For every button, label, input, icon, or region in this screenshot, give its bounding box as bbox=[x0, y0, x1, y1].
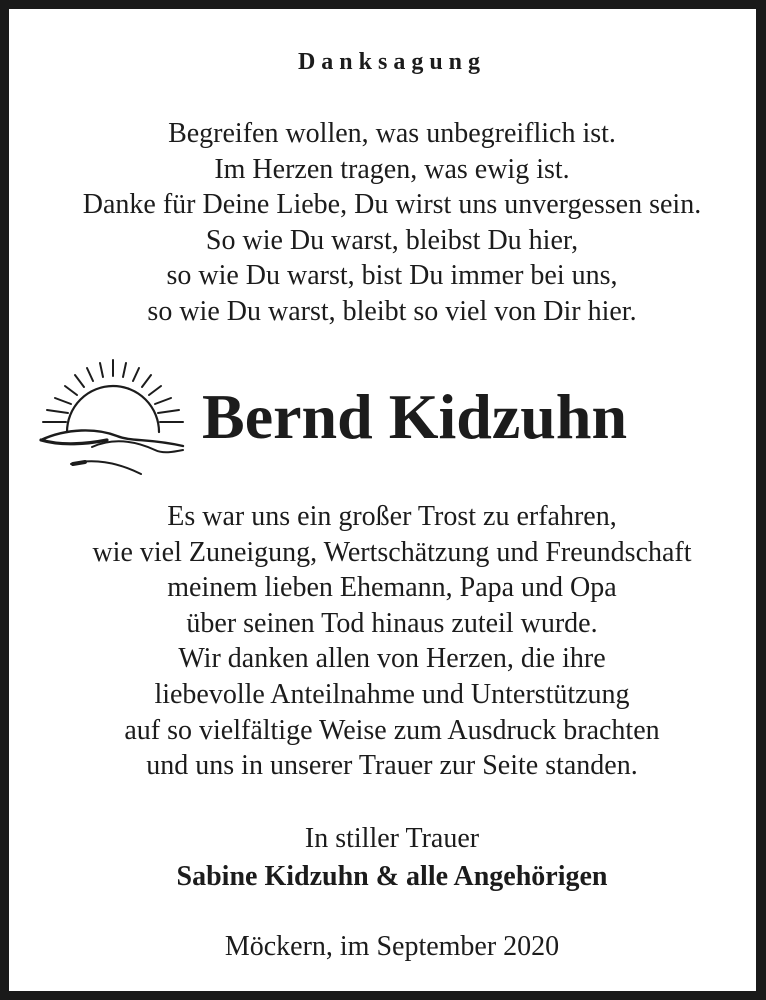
text-line: und uns in unserer Trauer zur Seite standen. bbox=[146, 750, 638, 782]
place-date: Möckern, im September 2020 bbox=[224, 931, 560, 962]
thanks-text bbox=[9, 499, 766, 784]
text-line: wie viel Zuneigung, Wertschätzung und Freundschaft bbox=[92, 536, 692, 568]
text-line: auf so vielfältige Weise zum Ausdruck brachten bbox=[124, 714, 660, 746]
poem-line: so wie Du warst, bist Du immer bei uns, bbox=[166, 260, 618, 291]
poem-line: Im Herzen tragen, was ewig ist. bbox=[214, 153, 570, 185]
poem-line: Danke für Deine Liebe, Du wirst uns unvergessen sein. bbox=[82, 189, 702, 220]
sunset-over-hills-icon bbox=[37, 354, 187, 479]
poem-line: So wie Du warst, bleibst Du hier, bbox=[205, 224, 579, 256]
signatories: Sabine Kidzuhn & alle Angehörigen bbox=[176, 861, 608, 892]
poem bbox=[9, 116, 766, 329]
poem-line: Begreifen wollen, was unbegreiflich ist. bbox=[168, 118, 616, 149]
deceased-name: Bernd Kidzuhn bbox=[202, 381, 628, 452]
text-line: meinem lieben Ehemann, Papa und Opa bbox=[167, 572, 617, 604]
text-line: Wir danken allen von Herzen, die ihre bbox=[178, 643, 606, 675]
closing-phrase: In stiller Trauer bbox=[304, 823, 480, 854]
text-line: liebevolle Anteilnahme und Unterstützung bbox=[154, 678, 630, 710]
text-line: Es war uns ein großer Trost zu erfahren, bbox=[167, 501, 617, 532]
poem-line: so wie Du warst, bleibt so viel von Dir hier. bbox=[147, 295, 637, 327]
text-line: über seinen Tod hinaus zuteil wurde. bbox=[186, 607, 598, 639]
notice-heading: Danksagung bbox=[297, 49, 487, 75]
